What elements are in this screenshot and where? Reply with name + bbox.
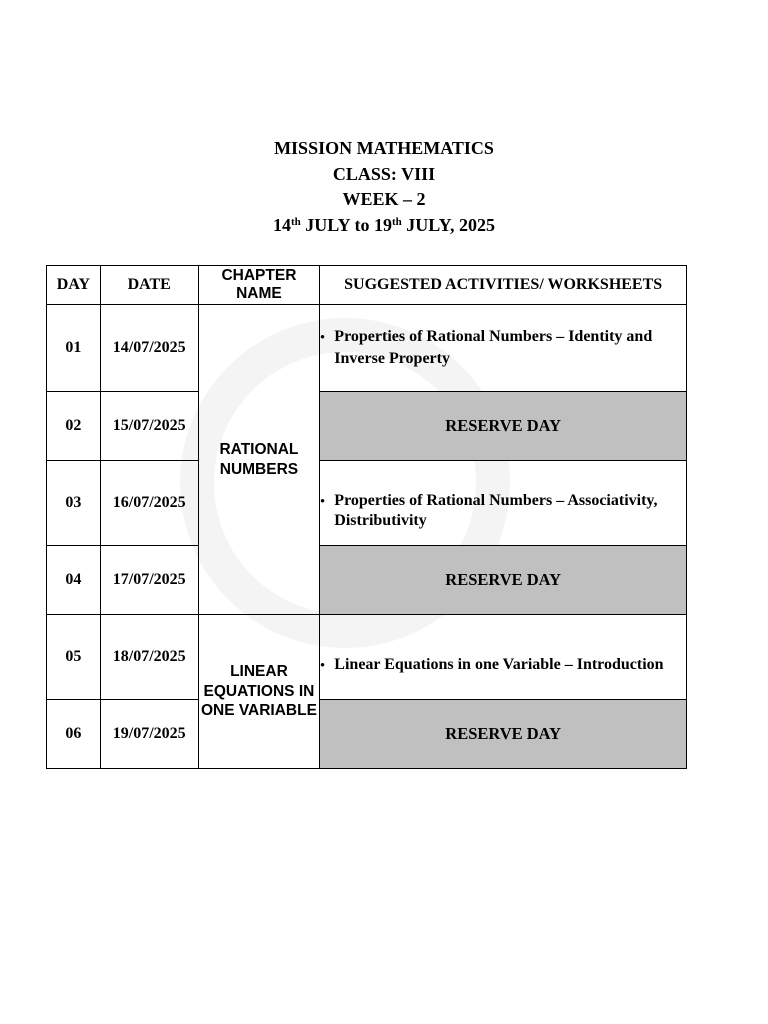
date-cell: 18/07/2025 xyxy=(100,615,198,700)
activity-text: Properties of Rational Numbers – Associativity, Distributivity xyxy=(334,492,658,529)
table-row xyxy=(47,392,687,461)
table-row xyxy=(47,461,687,546)
date-cell: 17/07/2025 xyxy=(100,546,198,615)
day-cell: 05 xyxy=(47,615,101,700)
week-line: WEEK – 2 xyxy=(342,189,426,209)
day-cell: 01 xyxy=(47,305,101,392)
header-date: DATE xyxy=(100,266,198,305)
activity-cell xyxy=(320,461,687,546)
table-row xyxy=(47,700,687,769)
class-line: CLASS: VIII xyxy=(332,163,436,184)
date-cell: 15/07/2025 xyxy=(100,392,198,461)
bullet-icon: • xyxy=(320,329,325,344)
date-cell: 16/07/2025 xyxy=(100,461,198,546)
chapter-cell: RATIONAL NUMBERS xyxy=(198,305,320,615)
date-cell: 14/07/2025 xyxy=(100,305,198,392)
day-cell: 04 xyxy=(47,546,101,615)
activity-text: Properties of Rational Numbers – Identity and Inverse Property xyxy=(334,328,653,367)
schedule-table xyxy=(46,265,687,769)
document-header xyxy=(0,136,768,238)
date-range: 14th JULY to 19th JULY, 2025 xyxy=(273,214,495,235)
header-activities: SUGGESTED ACTIVITIES/ WORKSHEETS xyxy=(320,266,687,305)
day-cell: 02 xyxy=(47,392,101,461)
table-row xyxy=(47,546,687,615)
reserve-day-cell: RESERVE DAY xyxy=(320,546,687,615)
chapter-cell: LINEAR EQUATIONS IN ONE VARIABLE xyxy=(198,615,320,769)
day-cell: 03 xyxy=(47,461,101,546)
document-title: MISSION MATHEMATICS xyxy=(274,138,494,158)
bullet-icon: • xyxy=(320,493,325,508)
activity-cell xyxy=(320,615,687,700)
header-day: DAY xyxy=(47,266,101,305)
table-row xyxy=(47,305,687,392)
table-header-row xyxy=(47,266,687,305)
reserve-day-cell: RESERVE DAY xyxy=(320,700,687,769)
day-cell: 06 xyxy=(47,700,101,769)
header-chapter: CHAPTER NAME xyxy=(198,266,320,305)
activity-text: Linear Equations in one Variable – Introduction xyxy=(334,656,664,673)
bullet-icon: • xyxy=(320,657,325,672)
date-cell: 19/07/2025 xyxy=(100,700,198,769)
activity-cell xyxy=(320,305,687,392)
reserve-day-cell: RESERVE DAY xyxy=(320,392,687,461)
table-row xyxy=(47,615,687,700)
